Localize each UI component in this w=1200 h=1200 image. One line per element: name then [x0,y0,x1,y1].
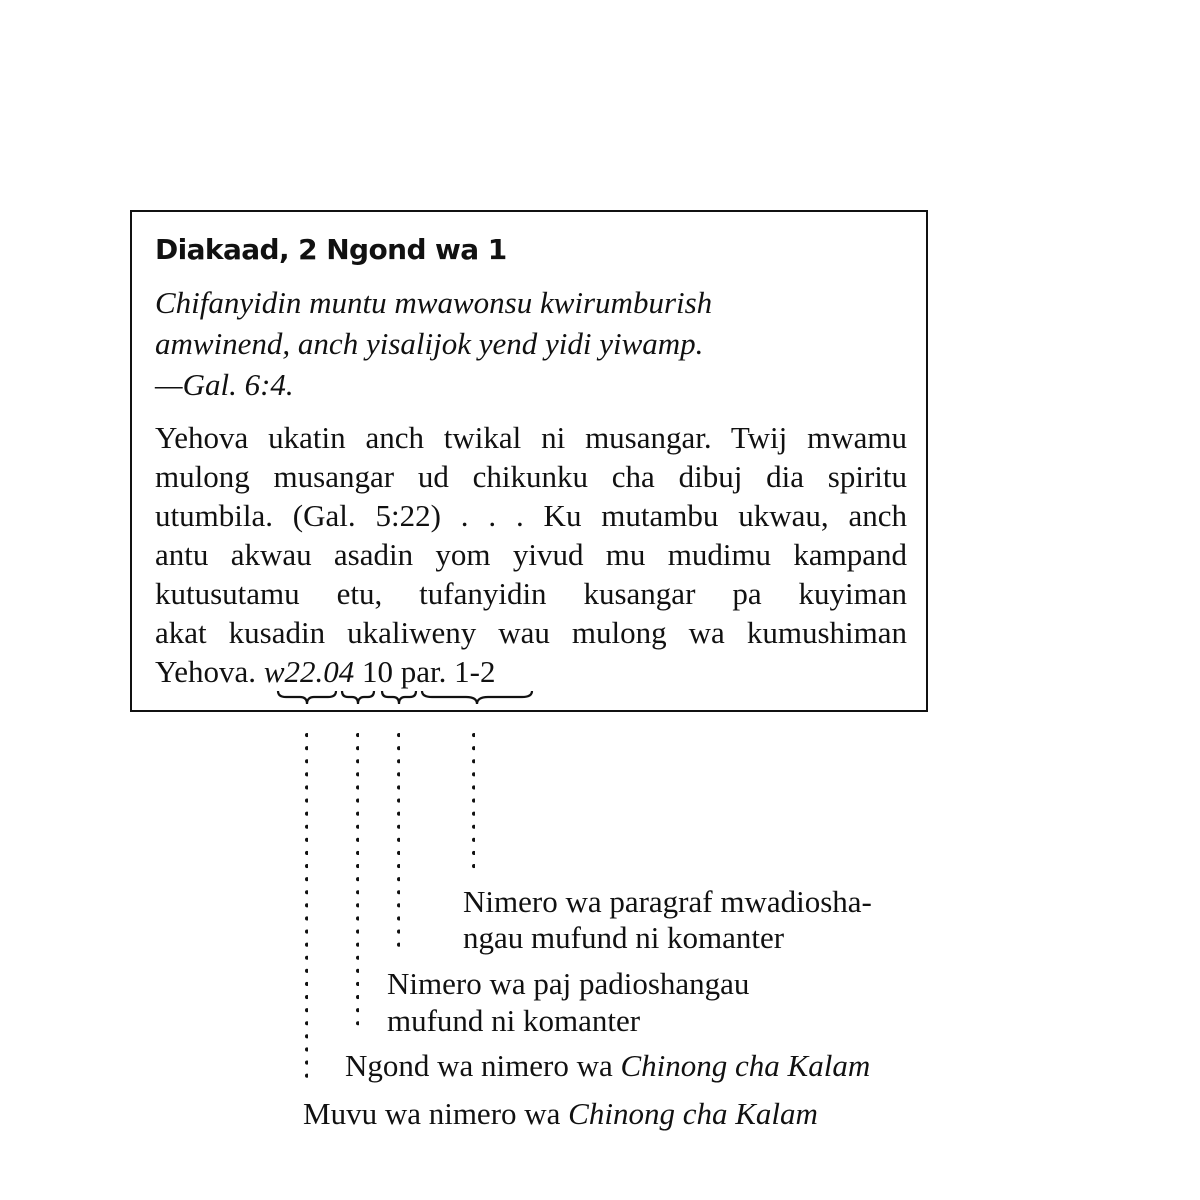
body-line: akat kusadin ukaliweny wau mulong wa kumushiman [155,615,907,650]
verse-citation: —Gal. 6:4. [155,367,294,402]
label-paragraph-line-1: Nimero wa paragraf mwadiosha- [463,884,872,919]
label-year-prefix: Muvu wa nimero wa [303,1096,561,1131]
brace-paragraph [420,688,534,708]
body-line: kutusutamu etu, tufanyidin kusangar pa kuyiman [155,576,907,611]
body-last-line [155,652,907,691]
verse-line-2: amwinend, anch yisalijok yend yidi yiwamp. [155,326,704,361]
body-last-prefix: Yehova. [155,654,257,689]
body-line: antu akwau asadin yom yivud mu mudimu kampand [155,537,907,572]
label-page-line-2: mufund ni komanter [387,1003,641,1038]
label-month-prefix: Ngond wa nimero wa [345,1048,613,1083]
leader-paragraph [471,732,475,872]
verse-line-1: Chifanyidin muntu mwawonsu kwirumburish [155,285,713,320]
leader-month [355,732,359,1032]
reference-page: 10 [362,654,393,689]
label-paragraph-line-2: ngau mufund ni komanter [463,920,785,955]
label-year-title: Chinong cha Kalam [568,1096,818,1131]
body-line: mulong musangar ud chikunku cha dibuj dia spiritu [155,459,907,494]
body-line: utumbila. (Gal. 5:22) . . . Ku mutambu ukwau, anch [155,498,907,533]
body-line: Yehova ukatin anch twikal ni musangar. Twij mwamu [155,420,907,455]
label-year [303,1096,818,1132]
leader-year [304,732,308,1082]
comment-body [155,418,907,691]
reference-paragraph: par. 1-2 [400,654,496,689]
theme-verse [155,282,712,405]
date-heading: Diakaad, 2 Ngond wa 1 [155,233,507,266]
leader-page [396,732,400,954]
brace-page [380,688,418,708]
label-month-title: Chinong cha Kalam [620,1048,871,1083]
brace-month [340,688,376,708]
label-page-line-1: Nimero wa paj padioshangau [387,966,750,1001]
brace-year [276,688,338,708]
reference-year-code: w22.04 [263,654,355,689]
label-month [345,1048,870,1084]
